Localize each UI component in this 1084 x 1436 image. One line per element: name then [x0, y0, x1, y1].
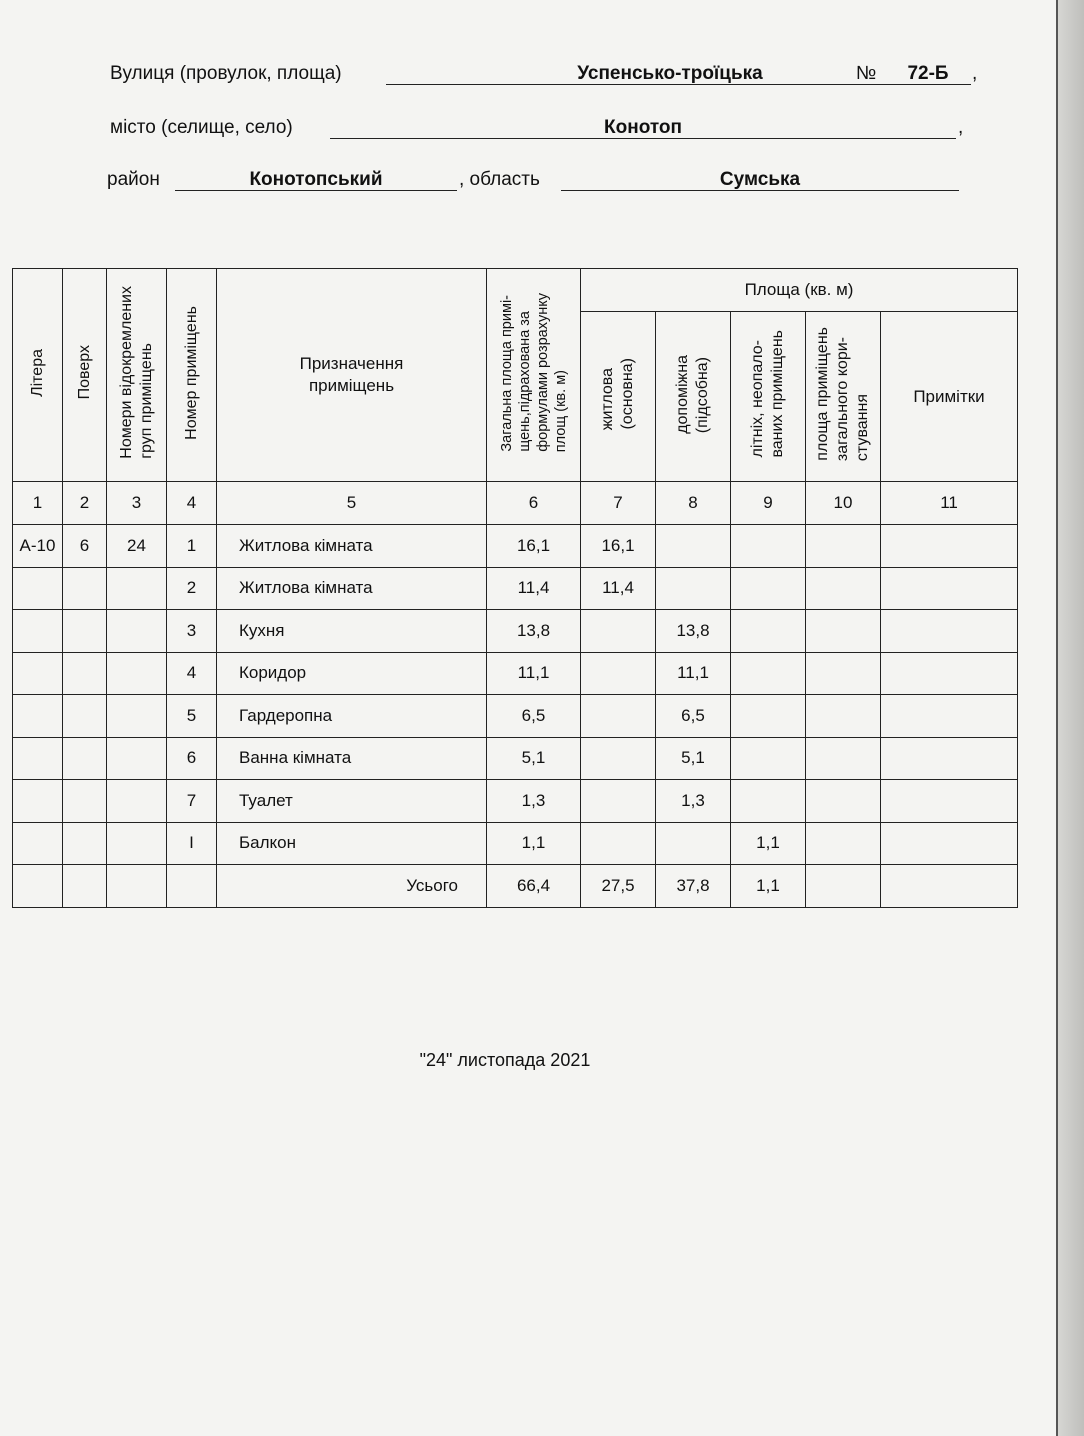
city-value: Конотоп	[330, 116, 956, 139]
cell-summer-area	[731, 695, 806, 738]
document-date: "24" листопада 2021	[419, 1050, 591, 1070]
cell-floor	[63, 822, 107, 865]
cell-litera	[13, 652, 63, 695]
district-value: Конотопський	[175, 168, 457, 191]
totals-living-area: 27,5	[581, 865, 656, 908]
cell-floor: 6	[63, 525, 107, 568]
header-group-numbers: Номери відокремлених груп приміщень	[107, 269, 167, 482]
table-row	[13, 737, 1018, 780]
cell-litera	[13, 737, 63, 780]
column-number: 2	[63, 482, 107, 525]
cell-summer-area	[731, 780, 806, 823]
cell-aux-area: 1,3	[656, 780, 731, 823]
cell-common-area	[806, 610, 881, 653]
header-common: площа приміщень загального кори- стування	[806, 312, 881, 482]
cell-group	[107, 822, 167, 865]
column-number: 1	[13, 482, 63, 525]
cell-summer-area	[731, 567, 806, 610]
cell-notes	[881, 652, 1018, 695]
city-label: місто (селище, село)	[110, 117, 293, 138]
column-number: 10	[806, 482, 881, 525]
cell-common-area	[806, 822, 881, 865]
column-number: 6	[487, 482, 581, 525]
totals-label: Усього	[217, 865, 487, 908]
cell-total-area: 13,8	[487, 610, 581, 653]
cell-group	[107, 695, 167, 738]
totals-aux-area: 37,8	[656, 865, 731, 908]
cell-notes	[881, 525, 1018, 568]
cell-notes	[881, 780, 1018, 823]
header-purpose: Призначення приміщень	[217, 269, 487, 482]
cell-litera	[13, 780, 63, 823]
header-row	[13, 269, 1018, 312]
cell-room-name: Коридор	[217, 652, 487, 695]
cell-common-area	[806, 695, 881, 738]
cell-aux-area	[656, 567, 731, 610]
cell-common-area	[806, 780, 881, 823]
cell-litera	[13, 695, 63, 738]
header-area-group: Площа (кв. м)	[581, 269, 1018, 312]
cell-litera	[13, 822, 63, 865]
street-label: Вулиця (провулок, площа)	[110, 63, 342, 84]
cell-floor	[63, 737, 107, 780]
table-row	[13, 610, 1018, 653]
cell-room-number: 4	[167, 652, 217, 695]
cell-notes	[881, 610, 1018, 653]
table-row	[13, 695, 1018, 738]
street-value: Успенсько-троїцька	[386, 62, 954, 85]
number-value: 72-Б	[885, 62, 971, 85]
cell-living-area	[581, 610, 656, 653]
cell-aux-area	[656, 822, 731, 865]
page-edge	[1056, 0, 1084, 1436]
column-number: 3	[107, 482, 167, 525]
cell-room-number: 2	[167, 567, 217, 610]
column-number: 11	[881, 482, 1018, 525]
cell-room-name: Балкон	[217, 822, 487, 865]
cell-room-name: Туалет	[217, 780, 487, 823]
cell-room-name: Ванна кімната	[217, 737, 487, 780]
cell-total-area: 1,1	[487, 822, 581, 865]
header-total-area: Загальна площа примі- щень,підрахована за формулами розрахунку площ (кв. м)	[487, 269, 581, 482]
cell-total-area: 16,1	[487, 525, 581, 568]
cell-common-area	[806, 525, 881, 568]
cell-common-area	[806, 737, 881, 780]
totals-summer-area: 1,1	[731, 865, 806, 908]
table-row	[13, 822, 1018, 865]
cell-summer-area: 1,1	[731, 822, 806, 865]
cell-group: 24	[107, 525, 167, 568]
table-row	[13, 780, 1018, 823]
cell-litera	[13, 610, 63, 653]
header-summer: літніх, неопало- ваних приміщень	[731, 312, 806, 482]
cell-common-area	[806, 567, 881, 610]
cell-room-number: 5	[167, 695, 217, 738]
cell-room-number: I	[167, 822, 217, 865]
cell-living-area: 16,1	[581, 525, 656, 568]
header-living: житлова (основна)	[581, 312, 656, 482]
cell-group	[107, 652, 167, 695]
table-row	[13, 567, 1018, 610]
cell-floor	[63, 780, 107, 823]
header-auxiliary: допоміжна (підсобна)	[656, 312, 731, 482]
number-label: №	[856, 63, 877, 84]
cell-floor	[63, 695, 107, 738]
cell-summer-area	[731, 737, 806, 780]
column-number: 7	[581, 482, 656, 525]
cell-total-area: 6,5	[487, 695, 581, 738]
cell-summer-area	[731, 652, 806, 695]
cell-room-name: Житлова кімната	[217, 525, 487, 568]
cell-total-area: 11,4	[487, 567, 581, 610]
cell-room-name: Кухня	[217, 610, 487, 653]
cell-summer-area	[731, 610, 806, 653]
cell-total-area: 5,1	[487, 737, 581, 780]
cell-aux-area: 11,1	[656, 652, 731, 695]
cell-living-area	[581, 652, 656, 695]
header-floor: Поверх	[63, 269, 107, 482]
cell-group	[107, 610, 167, 653]
table-row	[13, 652, 1018, 695]
cell-aux-area: 5,1	[656, 737, 731, 780]
cell-room-name: Гардеропна	[217, 695, 487, 738]
table-row	[13, 525, 1018, 568]
header-notes: Примітки	[881, 312, 1018, 482]
region-label: , область	[459, 169, 540, 190]
column-number: 9	[731, 482, 806, 525]
city-comma: ,	[958, 117, 964, 138]
header-litera: Літера	[13, 269, 63, 482]
cell-aux-area: 13,8	[656, 610, 731, 653]
cell-living-area	[581, 737, 656, 780]
cell-floor	[63, 610, 107, 653]
cell-litera: А-10	[13, 525, 63, 568]
cell-group	[107, 567, 167, 610]
cell-living-area	[581, 822, 656, 865]
room-area-table	[12, 268, 1018, 908]
column-number: 4	[167, 482, 217, 525]
cell-room-number: 1	[167, 525, 217, 568]
district-line	[107, 168, 987, 194]
region-value: Сумська	[561, 168, 959, 191]
cell-common-area	[806, 652, 881, 695]
city-line	[110, 116, 990, 142]
cell-aux-area	[656, 525, 731, 568]
cell-notes	[881, 567, 1018, 610]
cell-living-area: 11,4	[581, 567, 656, 610]
totals-row	[13, 865, 1018, 908]
cell-litera	[13, 567, 63, 610]
column-number: 5	[217, 482, 487, 525]
cell-living-area	[581, 695, 656, 738]
totals-total-area: 66,4	[487, 865, 581, 908]
cell-aux-area: 6,5	[656, 695, 731, 738]
cell-floor	[63, 652, 107, 695]
column-number: 8	[656, 482, 731, 525]
street-line	[110, 62, 990, 88]
column-number-row	[13, 482, 1018, 525]
cell-group	[107, 737, 167, 780]
cell-room-name: Житлова кімната	[217, 567, 487, 610]
street-comma: ,	[972, 63, 978, 84]
district-label: район	[107, 169, 160, 190]
cell-total-area: 1,3	[487, 780, 581, 823]
cell-notes	[881, 695, 1018, 738]
cell-group	[107, 780, 167, 823]
cell-summer-area	[731, 525, 806, 568]
cell-notes	[881, 822, 1018, 865]
cell-room-number: 3	[167, 610, 217, 653]
cell-notes	[881, 737, 1018, 780]
cell-total-area: 11,1	[487, 652, 581, 695]
cell-room-number: 6	[167, 737, 217, 780]
header-room-number: Номер приміщень	[167, 269, 217, 482]
cell-living-area	[581, 780, 656, 823]
cell-floor	[63, 567, 107, 610]
cell-room-number: 7	[167, 780, 217, 823]
